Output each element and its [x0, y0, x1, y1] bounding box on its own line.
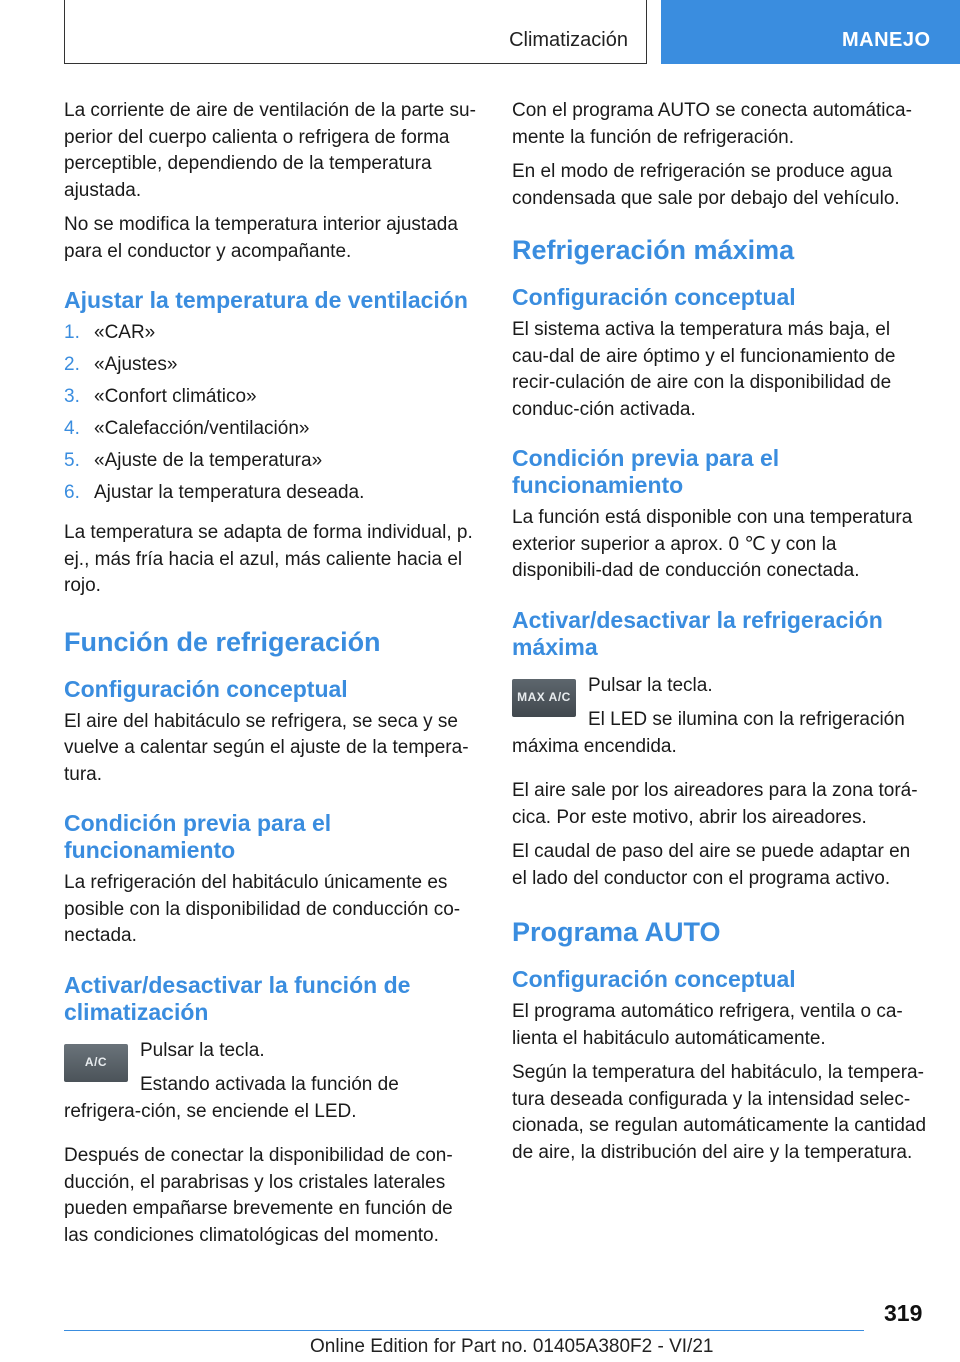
- heading-funcion-refrigeracion: Función de refrigeración: [64, 626, 381, 657]
- adapt-paragraph: La temperatura se adapta de forma individual, p. ej., más fría hacia el azul, más caliente hacia el rojo.: [64, 522, 473, 596]
- heading-configuracion-conceptual: Configuración conceptual: [64, 675, 348, 702]
- pulsar-tecla: Pulsar la tecla.: [140, 1039, 265, 1061]
- condicion-paragraph: La refrigeración del habitáculo únicamente es posible con la disponibilidad de conducción co-nectada.: [64, 872, 461, 946]
- led-paragraph: El LED se ilumina con la refrigeración máxima encendida.: [512, 709, 905, 757]
- step-item: 5. «Ajuste de la temperatura»: [64, 450, 323, 471]
- chapter-title: MANEJO: [842, 29, 931, 51]
- right-column: [512, 98, 928, 1174]
- estando-paragraph: Estando activada la función de refrigera-ción, se enciende el LED.: [64, 1074, 399, 1122]
- left-column: [64, 98, 476, 1257]
- step-item: 1. «CAR»: [64, 322, 156, 343]
- aire-paragraph: El aire sale por los aireadores para la zona torá-cica. Por este motivo, abrir los aireadores.: [512, 780, 918, 828]
- step-item: 4. «Calefacción/ventilación»: [64, 418, 310, 439]
- heading-refrigeracion-maxima: Refrigeración máxima: [512, 235, 795, 265]
- segun-paragraph: Según la temperatura del habitáculo, la tempera-tura deseada configurada y la intensidad selec-cionada, se regulan automáticamente la cantidad de aire, la distribución del aire y la temperatura.: [512, 1062, 927, 1163]
- steps-list: [64, 320, 476, 512]
- condicion-paragraph: La función está disponible con una temperatura exterior superior a aprox. 0 ℃ y con la disponibili-dad de conducción conectada.: [512, 507, 913, 581]
- heading-activar-refrigeracion-maxima: Activar/desactivar la refrigeración máxima: [512, 606, 883, 660]
- heading-configuracion-conceptual: Configuración conceptual: [512, 284, 796, 310]
- heading-condicion-previa: Condición previa para el funcionamiento: [512, 445, 780, 498]
- pulsar-tecla: Pulsar la tecla.: [588, 674, 713, 696]
- config-paragraph: El aire del habitáculo se refrigera, se seca y se vuelve a calentar según el ajuste de la tempera-tura.: [64, 710, 469, 785]
- header-frame: [64, 0, 647, 64]
- max-ac-key-row: [512, 673, 928, 769]
- max-ac-key-icon: MAX A/C: [512, 679, 576, 717]
- chapter-tab: [661, 0, 960, 64]
- page-number: 319: [884, 1300, 923, 1326]
- edition-note: Online Edition for Part no. 01405A380F2 - VI/21: [310, 1336, 714, 1357]
- page-header: [0, 0, 960, 66]
- ac-key-icon: A/C: [64, 1044, 128, 1082]
- step-item: 3. «Confort climático»: [64, 386, 257, 407]
- heading-ajustar-temperatura: Ajustar la temperatura de ventilación: [64, 287, 468, 313]
- ac-key-row: [64, 1038, 476, 1134]
- auto-paragraph: Con el programa AUTO se conecta automática-mente la función de refrigeración.: [512, 100, 912, 148]
- config-paragraph: El programa automático refrigera, ventila o ca-lienta el habitáculo automáticamente.: [512, 1001, 903, 1049]
- intro-paragraph-2: No se modifica la temperatura interior ajustada para el conductor y acompañante.: [64, 214, 458, 262]
- heading-programa-auto: Programa AUTO: [512, 917, 721, 947]
- heading-condicion-previa: Condición previa para el funcionamiento: [64, 810, 332, 863]
- despues-paragraph: Después de conectar la disponibilidad de con-ducción, el parabrisas y los cristales laterales pueden empañarse brevemente en función de las condiciones climatológicas del momento.: [64, 1145, 453, 1246]
- step-item: 2. «Ajustes»: [64, 354, 178, 375]
- step-item: 6. Ajustar la temperatura deseada.: [64, 482, 365, 503]
- condensada-paragraph: En el modo de refrigeración se produce agua condensada que sale por debajo del vehículo.: [512, 161, 900, 209]
- intro-paragraph: La corriente de aire de ventilación de la parte su-perior del cuerpo calienta o refrigera de forma perceptible, dependiendo de la temperatura ajustada.: [64, 100, 476, 201]
- heading-configuracion-conceptual: Configuración conceptual: [512, 966, 796, 992]
- section-title: Climatización: [509, 29, 628, 51]
- heading-activar-climatizacion: Activar/desactivar la función de climatización: [64, 971, 411, 1025]
- config-paragraph: El sistema activa la temperatura más baja, el cau-dal de aire óptimo y el funcionamiento de recir-culación de aire con la disponibilidad de conduc-ción activada.: [512, 319, 896, 420]
- footer-divider: [64, 1330, 864, 1331]
- caudal-paragraph: El caudal de paso del aire se puede adaptar en el lado del conductor con el programa activo.: [512, 841, 911, 889]
